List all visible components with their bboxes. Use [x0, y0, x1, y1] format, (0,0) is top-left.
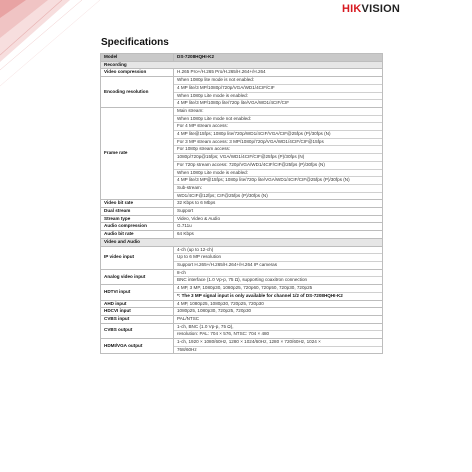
spec-row: [101, 315, 383, 323]
spec-value-line: When 1080p Lite mode is enabled:: [174, 169, 382, 177]
spec-value-line: WD1/4CIF@12fps; CIF@25fps (P)/30fps (N): [174, 192, 382, 200]
spec-label: CVBS input: [101, 315, 174, 323]
spec-value: [174, 223, 383, 231]
spec-value-line: BNC interface (1.0 Vp-p, 75 Ω), supporting coaxitron connection: [174, 276, 382, 284]
spec-value-line: 4 MP lite/3 MP@15fps; 1080p lite/720p lite/VGA/WD1/4CIF/CIF@25fps (P)/30fps (N): [174, 176, 382, 184]
spec-value: [174, 231, 383, 239]
spec-value-line: 768/60Hz: [174, 346, 382, 354]
spec-value: [174, 315, 383, 323]
spec-value-line: 4 MP, 3 MP, 1080p30, 1080p25, 720p60, 720p50, 720p30, 720p25: [177, 285, 313, 291]
spec-row: [101, 246, 383, 269]
spec-value: [174, 308, 383, 316]
spec-value: [174, 339, 383, 354]
spec-value-line: 4 MP lite/3 MP/1080p/720p/VGA/WD1/4CIF/CIF: [174, 84, 382, 92]
spec-value-line: For 720p stream access: 720p/VGA/WD1/4CIF/CIF@25fps (P)/30fps (N): [174, 161, 382, 169]
spec-value: [174, 208, 383, 216]
spec-value-line: 1080p/720p@15fps; VGA/WD1/4CIF/CIF@25fps (P)/30fps (N): [174, 153, 382, 161]
model-value: DS-7208HQHI-K2: [174, 54, 383, 62]
spec-value: [174, 215, 383, 223]
hikvision-logo: HIKVISION: [342, 3, 401, 15]
spec-value-line: 1080p25, 1080p30, 720p25, 720p30: [177, 308, 252, 314]
spec-value: [174, 300, 383, 308]
table-header-row: [101, 54, 383, 62]
spec-value: [174, 246, 383, 269]
spec-row: [101, 231, 383, 239]
spec-value-line: H.265 Pro+/H.265 Pro/H.265/H.264+/H.264: [177, 69, 266, 75]
spec-value-line: PAL/NTSC: [177, 315, 200, 321]
spec-row: [101, 323, 383, 338]
spec-value-line: Sub-stream:: [174, 184, 382, 192]
spec-row: [101, 223, 383, 231]
spec-row: [101, 285, 383, 300]
spec-row: [101, 269, 383, 284]
spec-value-line: When 1080p Lite mode is enabled:: [174, 92, 382, 100]
spec-row: [101, 308, 383, 316]
spec-value-line: 4 MP lite@15fps; 1080p lite/720p/WD1/4CIF/VGA/CIF@25fps (P)/30fps (N): [174, 130, 382, 138]
spec-value: [174, 285, 383, 300]
spec-value-line: *: The 3 MP signal input is only available for channel 1/2 of DS-7208HQHI-K2: [174, 292, 382, 300]
spec-row: [101, 107, 383, 199]
page-title: Specifications: [101, 37, 169, 48]
spec-value-line: Support H.265+/H.265/H.264+/H.264 IP cameras: [174, 261, 382, 269]
spec-label: Audio compression: [101, 223, 174, 231]
spec-table: [100, 53, 383, 354]
spec-label: Frame rate: [101, 107, 174, 199]
spec-row: [101, 339, 383, 354]
spec-row: [101, 300, 383, 308]
spec-label: HDTVI input: [101, 285, 174, 300]
spec-value: [174, 107, 383, 199]
spec-value-line: 64 Kbps: [177, 231, 194, 237]
spec-label: Stream type: [101, 215, 174, 223]
spec-label: CVBS output: [101, 323, 174, 338]
section-header-row: [101, 61, 383, 69]
spec-value: [174, 69, 383, 77]
spec-label: HDMI/VGA output: [101, 339, 174, 354]
spec-value-line: 4-ch (up to 12-ch): [177, 246, 214, 252]
spec-value-line: 1-ch, 1920 × 1080/60Hz, 1280 × 1024/60Hz, 1280 × 720/60Hz, 1024 ×: [177, 339, 321, 345]
spec-value-line: Up to 6 MP resolution: [174, 253, 382, 261]
spec-value: [174, 269, 383, 284]
section-header-row: [101, 238, 383, 246]
spec-row: [101, 200, 383, 208]
spec-label: Analog video input: [101, 269, 174, 284]
spec-label: Video compression: [101, 69, 174, 77]
spec-value-line: Main stream:: [177, 107, 204, 113]
spec-value-line: Video, Video & Audio: [177, 215, 220, 221]
model-label: Model: [101, 54, 174, 62]
spec-value-line: When 1080p Lite mode not enabled:: [174, 115, 382, 123]
spec-value: [174, 200, 383, 208]
spec-value: [174, 77, 383, 108]
section-title: Video and Audio: [101, 238, 383, 246]
section-title: Recording: [101, 61, 383, 69]
spec-value-line: 1-ch, BNC (1.0 Vp-p, 75 Ω),: [177, 323, 234, 329]
spec-value-line: Support: [177, 208, 194, 214]
spec-value: [174, 323, 383, 338]
spec-value-line: For 1080p stream access:: [174, 145, 382, 153]
spec-value-line: resolution: PAL: 704 × 576, NTSC: 704 × 480: [174, 330, 382, 338]
spec-label: AHD input: [101, 300, 174, 308]
spec-value-line: G.711u: [177, 223, 192, 229]
spec-label: Dual stream: [101, 208, 174, 216]
spec-label: Video bit rate: [101, 200, 174, 208]
spec-row: [101, 215, 383, 223]
spec-row: [101, 208, 383, 216]
spec-label: Encoding resolution: [101, 77, 174, 108]
spec-value-line: When 1080p lite mode is not enabled:: [177, 77, 255, 83]
spec-value-line: For 3 MP stream access: 3 MP/1080p/720p/VGA/WD1/4CIF/CIF@15fps: [174, 138, 382, 146]
spec-row: [101, 69, 383, 77]
spec-value-line: For 4 MP stream access:: [174, 122, 382, 130]
spec-value-line: 8-ch: [177, 269, 186, 275]
spec-value-line: 4 MP lite/3 MP/1080p lite/720p lite/VGA/WD1/4CIF/CIF: [174, 99, 382, 107]
spec-value-line: 32 Kbps to 6 Mbps: [177, 200, 216, 206]
spec-label: IP video input: [101, 246, 174, 269]
spec-label: HDCVI input: [101, 308, 174, 316]
spec-label: Audio bit rate: [101, 231, 174, 239]
spec-value-line: 4 MP, 1080p25, 1080p30, 720p25, 720p30: [177, 300, 264, 306]
spec-row: [101, 77, 383, 108]
